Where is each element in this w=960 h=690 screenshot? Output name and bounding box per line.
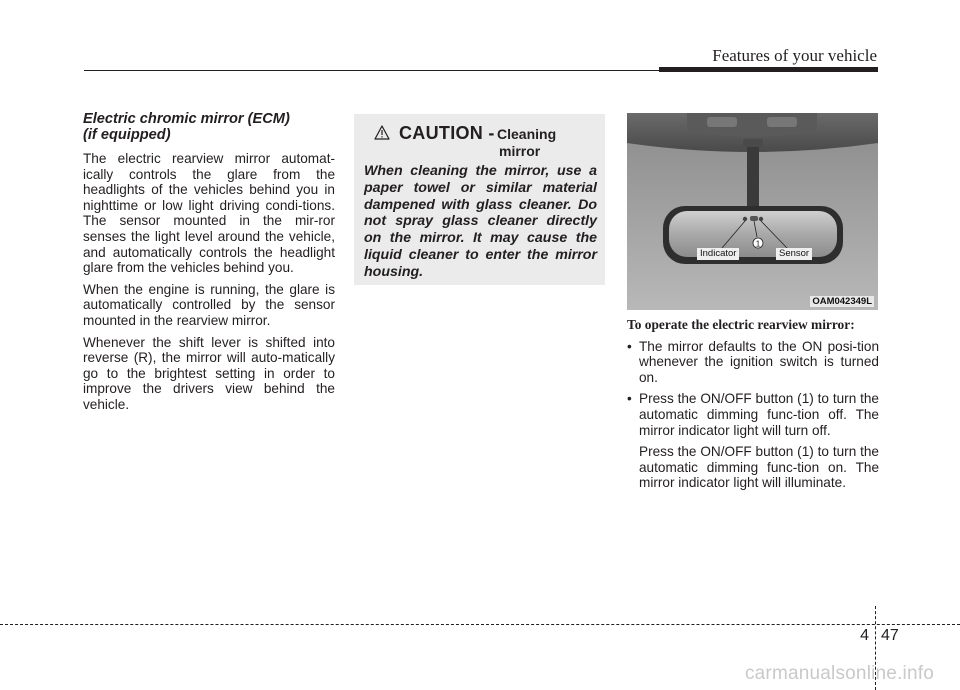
warning-triangle-icon bbox=[374, 125, 390, 140]
operate-list bbox=[627, 339, 879, 491]
chapter-number: 4 bbox=[860, 627, 869, 644]
section-title: Features of your vehicle bbox=[712, 46, 877, 65]
caution-label: CAUTION - bbox=[399, 123, 495, 143]
mirror-figure bbox=[627, 113, 878, 310]
caution-body: When cleaning the mirror, use a paper towel or similar material dampened with glass cleaner. Do not spray glass cleaner directly on the mirror. It may cause the liquid cleaner to enter the mirror housing. bbox=[364, 163, 597, 280]
list-item bbox=[627, 391, 879, 491]
caution-header bbox=[364, 121, 597, 161]
left-column bbox=[83, 111, 335, 419]
bullet-turn-on: Press the ON/OFF button (1) to turn the automatic dimming func-tion on. The mirror indicator light will illuminate. bbox=[639, 444, 879, 491]
ecm-paragraph-2: When the engine is running, the glare is automatically controlled by the sensor mounted in the rearview mirror. bbox=[83, 281, 335, 328]
caution-box bbox=[354, 114, 605, 285]
right-column bbox=[627, 317, 879, 497]
caution-subject bbox=[399, 126, 569, 160]
list-item bbox=[627, 339, 879, 386]
caution-subject-line2: mirror bbox=[499, 143, 541, 159]
figure-code: OAM042349L bbox=[812, 296, 872, 307]
indicator-label: Indicator bbox=[697, 248, 739, 260]
ecm-title-line1: Electric chromic mirror (ECM) bbox=[83, 111, 290, 127]
ecm-title bbox=[83, 111, 335, 143]
header-rule bbox=[84, 70, 660, 71]
footer-rule bbox=[0, 624, 960, 625]
rearview-mirror-illustration bbox=[627, 113, 878, 310]
ecm-title-line2: (if equipped) bbox=[83, 127, 171, 143]
page-number: 47 bbox=[881, 627, 899, 644]
ecm-paragraph-3: Whenever the shift lever is shifted into reverse (R), the mirror will auto-matically go to the brightest setting in order to improve the drivers view behind the vehicle. bbox=[83, 334, 335, 412]
bullet-default-on: • The mirror defaults to the ON posi-tion whenever the ignition switch is turned on. bbox=[639, 338, 879, 385]
watermark: carmanualsonline.info bbox=[744, 663, 934, 684]
ecm-paragraph-1: The electric rearview mirror automat-ically controls the glare from the headlights of the vehicles behind you in nighttime or low light driving condi-tions. The sensor mounted in the mir-ror senses the light level around the vehicle, and automatically controls the headlight glare from the vehicles behind you. bbox=[83, 151, 335, 276]
bullet-turn-off: • Press the ON/OFF button (1) to turn the automatic dimming func-tion off. The mirror indicator light will turn off. bbox=[639, 391, 879, 438]
sensor-label: Sensor bbox=[776, 248, 812, 260]
header-bar bbox=[659, 67, 878, 72]
caution-subject-line1: Cleaning bbox=[497, 126, 557, 142]
operate-heading: To operate the electric rearview mirror: bbox=[627, 317, 855, 332]
callout-number: 1 bbox=[755, 239, 761, 249]
